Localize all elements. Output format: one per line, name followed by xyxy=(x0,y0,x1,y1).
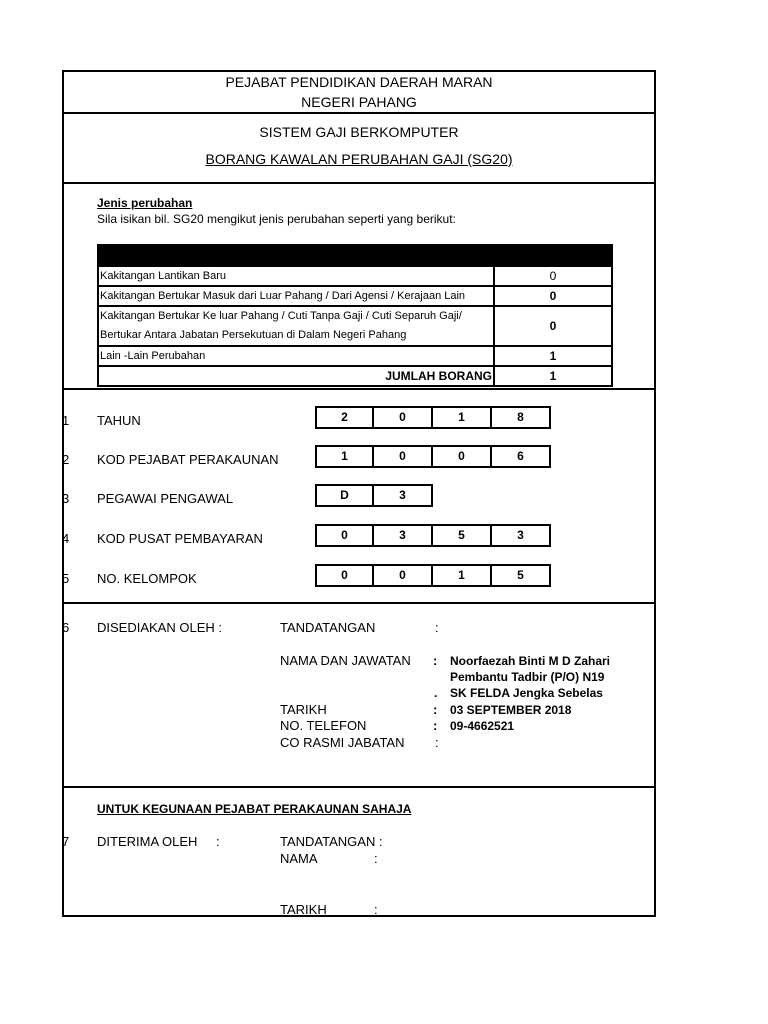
digit-box[interactable]: 0 xyxy=(374,406,433,429)
row-value[interactable]: 1 xyxy=(494,346,612,366)
kelompok-digits xyxy=(315,564,551,587)
digit-box[interactable]: 5 xyxy=(492,564,551,587)
digit-box[interactable]: 1 xyxy=(315,445,374,468)
name-line3[interactable]: SK FELDA Jengka Sebelas xyxy=(450,686,603,700)
table-header-bar xyxy=(98,245,612,266)
field-label-kod-pejabat: KOD PEJABAT PERAKAUNAN xyxy=(97,452,279,467)
digit-box[interactable]: 3 xyxy=(492,524,551,547)
field-number: 3 xyxy=(62,491,70,506)
field-number: 2 xyxy=(62,452,70,467)
office-date-label: TARIKH xyxy=(280,902,327,917)
form-title: BORANG KAWALAN PERUBAHAN GAJI (SG20) xyxy=(205,151,513,167)
digit-box[interactable]: 6 xyxy=(492,445,551,468)
row-value[interactable]: 0 xyxy=(494,306,612,346)
table-row xyxy=(98,306,612,346)
kod-pejabat-digits xyxy=(315,445,551,468)
received-by-colon: : xyxy=(216,834,220,849)
row-label: Lain -Lain Perubahan xyxy=(98,346,494,366)
row-label xyxy=(98,306,494,346)
name-line3-prefix: . xyxy=(434,686,438,700)
digit-box[interactable]: 0 xyxy=(374,445,433,468)
digit-box[interactable]: D xyxy=(315,484,374,507)
tahun-digits xyxy=(315,406,551,429)
field-number: 5 xyxy=(62,571,70,586)
digit-box[interactable]: 0 xyxy=(433,445,492,468)
field-number: 6 xyxy=(62,620,70,635)
sg20-form xyxy=(62,70,656,917)
office-name-line1: PEJABAT PENDIDIKAN DAERAH MARAN xyxy=(225,74,493,90)
received-by-label: DITERIMA OLEH xyxy=(97,834,198,849)
table-total-row xyxy=(98,366,612,386)
total-label: JUMLAH BORANG xyxy=(98,366,494,386)
change-types-section xyxy=(64,184,654,390)
digit-box[interactable]: 5 xyxy=(433,524,492,547)
field-label-pusat-pembayaran: KOD PUSAT PEMBAYARAN xyxy=(97,531,263,546)
date-label: TARIKH xyxy=(280,702,327,717)
digit-box[interactable]: 1 xyxy=(433,406,492,429)
office-use-heading: UNTUK KEGUNAAN PEJABAT PERAKAUNAN SAHAJA xyxy=(97,802,412,816)
pusat-pembayaran-digits xyxy=(315,524,551,547)
office-date-colon: : xyxy=(374,902,378,917)
office-header xyxy=(64,72,654,114)
digit-box[interactable]: 0 xyxy=(315,524,374,547)
table-row xyxy=(98,286,612,306)
row-value[interactable]: 0 xyxy=(494,266,612,286)
office-use-section xyxy=(64,788,654,915)
change-types-table xyxy=(97,244,613,387)
table-row xyxy=(98,346,612,366)
signature-label: TANDATANGAN xyxy=(280,620,376,635)
field-number: 1 xyxy=(62,413,70,428)
change-types-instruction: Sila isikan bil. SG20 mengikut jenis perubahan seperti yang berikut: xyxy=(97,212,456,226)
digit-box[interactable]: 1 xyxy=(433,564,492,587)
office-signature-label: TANDATANGAN : xyxy=(280,834,383,849)
name-line1[interactable]: Noorfaezah Binti M D Zahari xyxy=(450,654,611,668)
table-row xyxy=(98,266,612,286)
row-label-line2: Bertukar Antara Jabatan Persekutuan di Dalam Negeri Pahang xyxy=(100,329,407,341)
date-value[interactable]: 03 SEPTEMBER 2018 xyxy=(450,703,572,717)
digit-box[interactable]: 3 xyxy=(374,524,433,547)
field-label-kelompok: NO. KELOMPOK xyxy=(97,571,197,586)
phone-colon: : xyxy=(433,718,438,733)
code-fields-section xyxy=(64,390,654,604)
field-label-pegawai: PEGAWAI PENGAWAL xyxy=(97,491,234,506)
total-value[interactable]: 1 xyxy=(494,366,612,386)
field-label-tahun: TAHUN xyxy=(97,413,141,428)
name-line2[interactable]: Pembantu Tadbir (P/O) N19 xyxy=(450,670,605,684)
stamp-colon: : xyxy=(435,735,439,750)
row-label-line1: Kakitangan Bertukar Ke luar Pahang / Cuti Tanpa Gaji / Cuti Separuh Gaji/ xyxy=(100,310,462,322)
digit-box[interactable]: 8 xyxy=(492,406,551,429)
name-colon: : xyxy=(433,653,438,668)
system-title: SISTEM GAJI BERKOMPUTER xyxy=(259,124,459,140)
pegawai-digits xyxy=(315,484,433,507)
digit-box[interactable]: 0 xyxy=(315,564,374,587)
date-colon: : xyxy=(433,702,438,717)
signature-colon: : xyxy=(435,620,439,635)
office-name-label: NAMA xyxy=(280,851,318,866)
form-title-section xyxy=(64,114,654,184)
row-label: Kakitangan Lantikan Baru xyxy=(98,266,494,286)
digit-box[interactable]: 3 xyxy=(374,484,433,507)
office-name-line2: NEGERI PAHANG xyxy=(301,94,417,110)
row-value[interactable]: 0 xyxy=(494,286,612,306)
phone-label: NO. TELEFON xyxy=(280,718,367,733)
stamp-label: CO RASMI JABATAN xyxy=(280,735,405,750)
prepared-by-label: DISEDIAKAN OLEH : xyxy=(97,620,222,635)
digit-box[interactable]: 2 xyxy=(315,406,374,429)
digit-box[interactable]: 0 xyxy=(374,564,433,587)
change-types-heading: Jenis perubahan xyxy=(97,196,193,210)
field-number: 7 xyxy=(62,834,70,849)
phone-value[interactable]: 09-4662521 xyxy=(450,719,515,733)
prepared-by-section xyxy=(64,604,654,788)
name-position-label: NAMA DAN JAWATAN xyxy=(280,653,411,668)
office-name-colon: : xyxy=(374,851,378,866)
field-number: 4 xyxy=(62,531,70,546)
row-label: Kakitangan Bertukar Masuk dari Luar Pahang / Dari Agensi / Kerajaan Lain xyxy=(98,286,494,306)
